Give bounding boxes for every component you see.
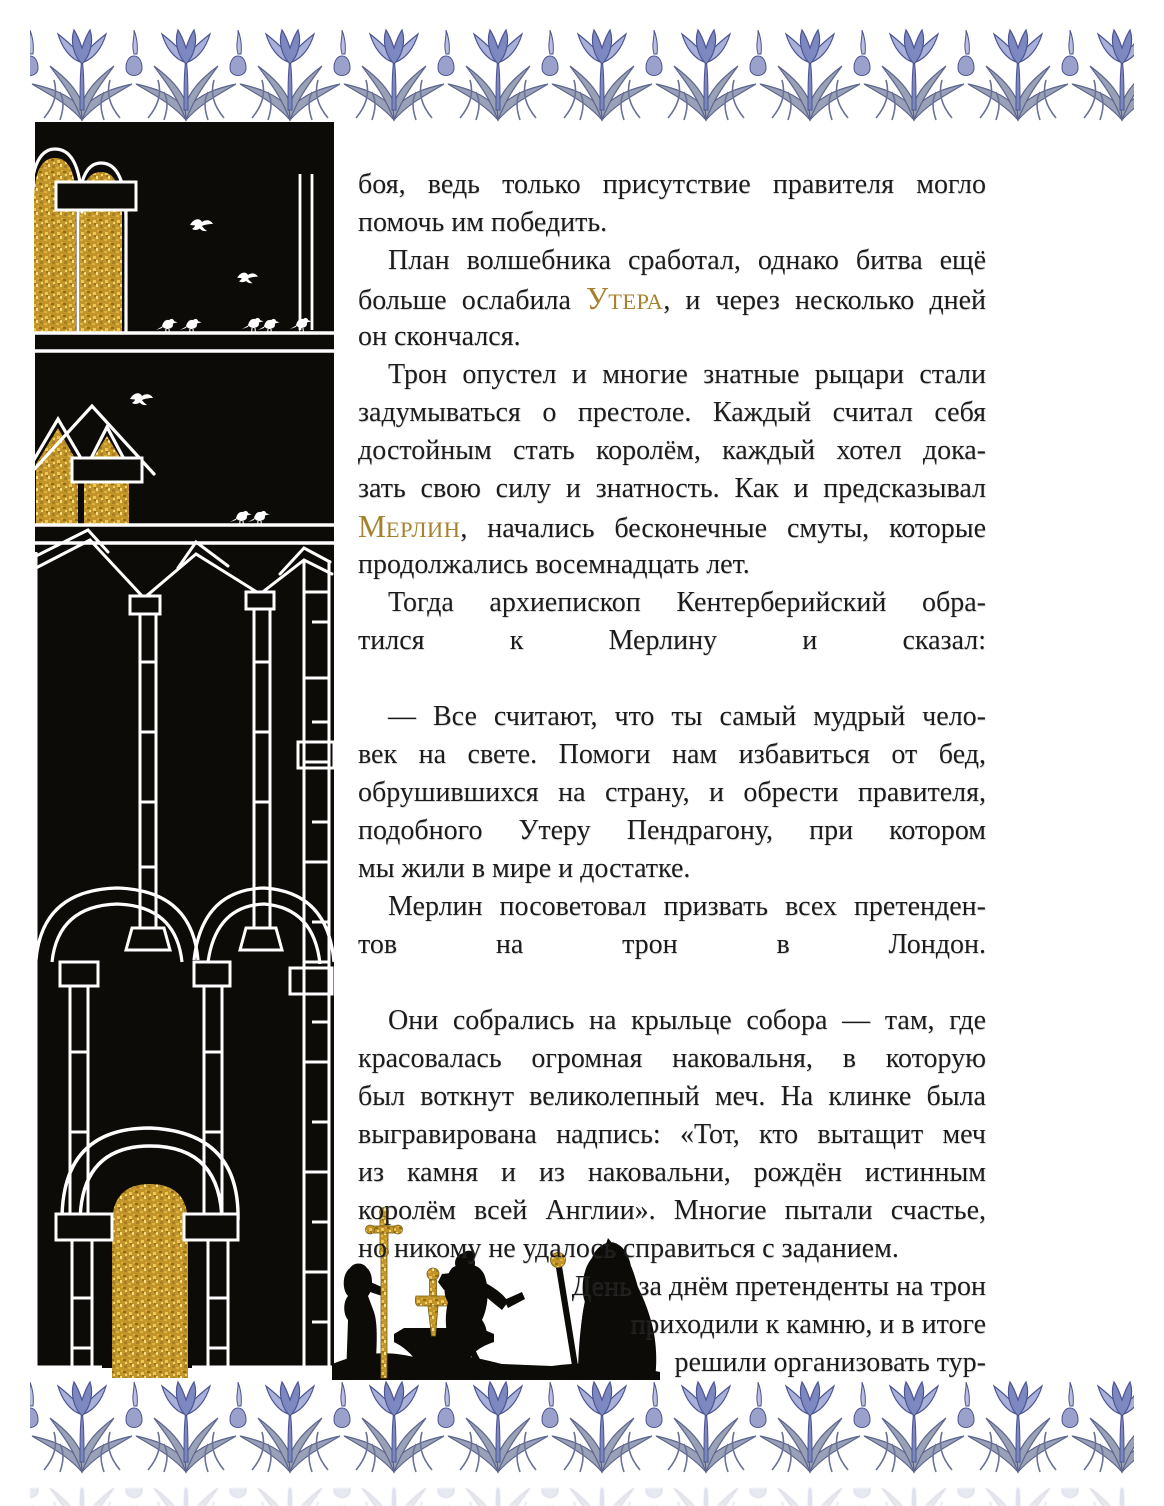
story-line: достойным стать королём, каждый хотел дока- xyxy=(358,435,986,466)
story-line: помочь им победить. xyxy=(358,207,608,238)
story-line: королём всей Англии». Многие пытали счастье, xyxy=(358,1195,986,1226)
story-line: МЕРЛИН, начались бесконечные смуты, которые xyxy=(358,509,986,544)
story-line: он скончался. xyxy=(358,321,521,352)
story-line: подобного Утеру Пендрагону, при котором xyxy=(358,815,986,846)
story-line: Они собрались на крыльце собора — там, где xyxy=(388,1005,986,1036)
highlighted-name: МЕРЛИН xyxy=(358,509,461,544)
floral-border-bottom xyxy=(30,1380,1134,1474)
story-line: мы жили в мире и достатке. xyxy=(358,853,691,884)
story-line: задумываться о престоле. Каждый считал себя xyxy=(358,397,986,428)
floral-border-top xyxy=(30,28,1134,122)
story-line: тов на трон в Лондон. xyxy=(358,929,986,960)
highlighted-name: УТЕРА xyxy=(585,281,664,316)
floral-border-top-art xyxy=(30,28,1134,122)
story-line: но никому не удалось справиться с заданием. xyxy=(358,1233,899,1264)
story-line: Трон опустел и многие знатные рыцари стали xyxy=(388,359,986,390)
story-line xyxy=(358,660,986,698)
story-line: из камня и из наковальни, рождён истинным xyxy=(358,1157,986,1188)
story-line: боя, ведь только присутствие правителя могло xyxy=(358,169,986,200)
story-line: приходили к камню, и в итоге xyxy=(630,1309,986,1340)
gold-doorway xyxy=(112,1184,188,1378)
story-line: Мерлин посоветовал призвать всех претенден- xyxy=(388,891,986,922)
castle-tower xyxy=(32,122,334,1378)
floral-border-ghost xyxy=(30,1488,1134,1506)
story-line: Тогда архиепископ Кентерберийский обра- xyxy=(388,587,986,618)
floral-border-ghost-art xyxy=(30,1488,1134,1506)
story-line xyxy=(358,964,986,1002)
story-line: больше ослабила УТЕРА, и через несколько дней xyxy=(358,281,986,316)
story-line: продолжались восемнадцать лет. xyxy=(358,549,750,580)
story-line: зать свою силу и знатность. Как и предсказывал xyxy=(358,473,986,504)
story-line: красовалась огромная наковальня, в которую xyxy=(358,1043,986,1074)
story-line: век на свете. Помоги нам избавиться от бед, xyxy=(358,739,986,770)
story-line: тился к Мерлину и сказал: xyxy=(358,625,986,656)
story-line: был воткнут великолепный меч. На клинке была xyxy=(358,1081,986,1112)
story-line: обрушившихся на страну, и обрести правителя, xyxy=(358,777,986,808)
story-line: — Все считают, что ты самый мудрый чело- xyxy=(388,701,986,732)
story-text xyxy=(358,166,986,1420)
story-line: План волшебника сработал, однако битва ещё xyxy=(388,245,986,276)
story-line: День за днём претенденты на трон xyxy=(571,1271,986,1302)
story-line: решили организовать тур- xyxy=(674,1347,986,1378)
floral-border-bottom-art xyxy=(30,1380,1134,1474)
story-line: выгравирована надпись: «Тот, кто вытащит меч xyxy=(358,1119,986,1150)
